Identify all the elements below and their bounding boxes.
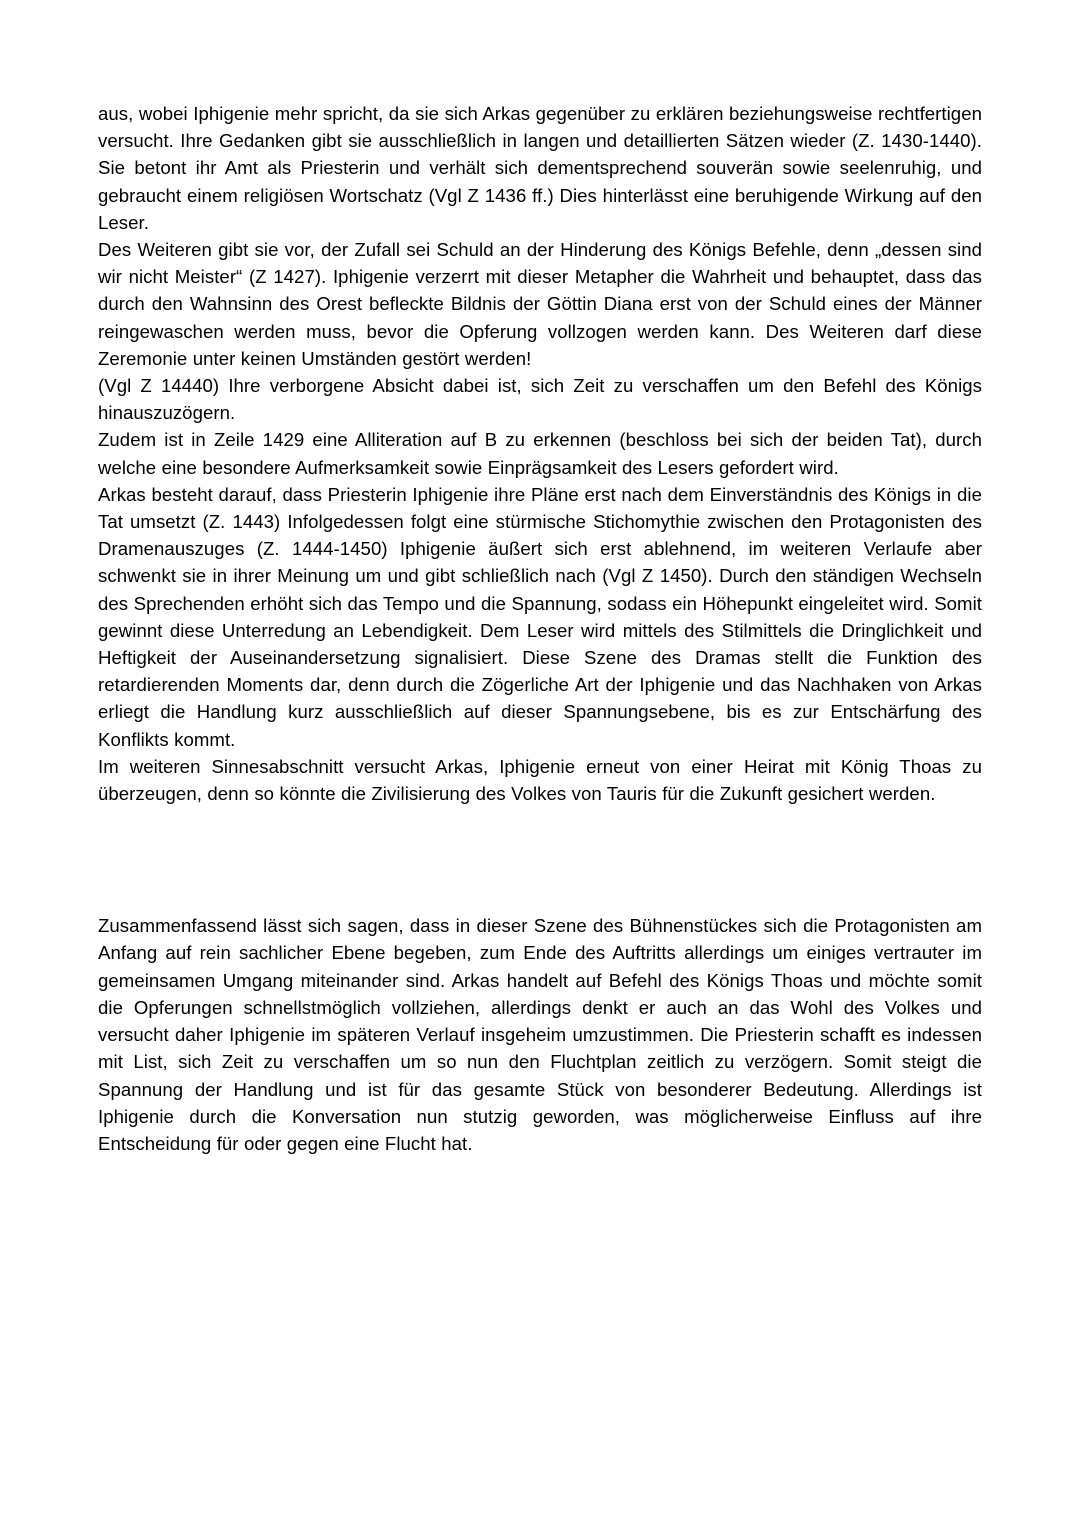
paragraph: Zusammenfassend lässt sich sagen, dass in dieser Szene des Bühnenstückes sich die Protagonisten am Anfang auf rein sachlicher Ebene begeben, zum Ende des Auftritts allerdings um einiges vertrauter im gemeinsamen Umgang miteinander sind. Arkas handelt auf Befehl des Königs Thoas und möchte somit die Opferungen schnellstmöglich vollziehen, allerdings denkt er auch an das Wohl des Volkes und versucht daher Iphigenie im späteren Verlauf insgeheim umzustimmen. Die Priesterin schafft es indessen mit List, sich Zeit zu verschaffen um so nun den Fluchtplan zeitlich zu verzögern. Somit steigt die Spannung der Handlung und ist für das gesamte Stück von besonderer Bedeutung. Allerdings ist Iphigenie durch die Konversation nun stutzig geworden, was möglicherweise Einfluss auf ihre Entscheidung für oder gegen eine Flucht hat. — [98, 915, 982, 1154]
conclusion-block — [98, 912, 982, 1157]
paragraph: Zudem ist in Zeile 1429 eine Alliteration auf B zu erkennen (beschloss bei sich der beiden Tat), durch welche eine besondere Aufmerksamkeit sowie Einprägsamkeit des Lesers gefordert wird. — [98, 429, 982, 478]
paragraph: aus, wobei Iphigenie mehr spricht, da sie sich Arkas gegenüber zu erklären beziehungsweise rechtfertigen versucht. Ihre Gedanken gibt sie ausschließlich in langen und detaillierten Sätzen wieder (Z. 1430-1440). Sie betont ihr Amt als Priesterin und verhält sich dementsprechend souverän sowie seelenruhig, und gebraucht einem religiösen Wortschatz (Vgl Z 1436 ff.) Dies hinterlässt eine beruhigende Wirkung auf den Leser. — [98, 103, 982, 233]
paragraph: (Vgl Z 14440) Ihre verborgene Absicht dabei ist, sich Zeit zu verschaffen um den Befehl des Königs hinauszuzögern. — [98, 375, 982, 424]
paragraph: Arkas besteht darauf, dass Priesterin Iphigenie ihre Pläne erst nach dem Einverständnis des Königs in die Tat umsetzt (Z. 1443) Infolgedessen folgt eine stürmische Stichomythie zwischen den Protagonisten des Dramenauszuges (Z. 1444-1450) Iphigenie äußert sich erst ablehnend, im weiteren Verlaufe aber schwenkt sie in ihrer Meinung um und gibt schließlich nach (Vgl Z 1450). Durch den ständigen Wechseln des Sprechenden erhöht sich das Tempo und die Spannung, sodass ein Höhepunkt eingeleitet wird. Somit gewinnt diese Unterredung an Lebendigkeit. Dem Leser wird mittels des Stilmittels die Dringlichkeit und Heftigkeit der Auseinandersetzung signalisiert. Diese Szene des Dramas stellt die Funktion des retardierenden Moments dar, denn durch die Zögerliche Art der Iphigenie und das Nachhaken von Arkas erliegt die Handlung kurz ausschließlich auf dieser Spannungsebene, bis es zur Entschärfung des Konflikts kommt. — [98, 483, 982, 750]
analysis-block — [98, 100, 982, 807]
paragraph: Des Weiteren gibt sie vor, der Zufall sei Schuld an der Hinderung des Königs Befehle, denn „dessen sind wir nicht Meister“ (Z 1427). Iphigenie verzerrt mit dieser Metapher die Wahrheit und behauptet, dass das durch den Wahnsinn des Orest befleckte Bildnis der Göttin Diana erst von der Schuld eines der Männer reingewaschen werden muss, bevor die Opferung vollzogen werden kann. Des Weiteren darf diese Zeremonie unter keinen Umständen gestört werden! — [98, 239, 982, 369]
paragraph: Im weiteren Sinnesabschnitt versucht Arkas, Iphigenie erneut von einer Heirat mit König Thoas zu überzeugen, denn so könnte die Zivilisierung des Volkes von Tauris für die Zukunft gesichert werden. — [98, 755, 982, 805]
text-column — [98, 100, 982, 1157]
